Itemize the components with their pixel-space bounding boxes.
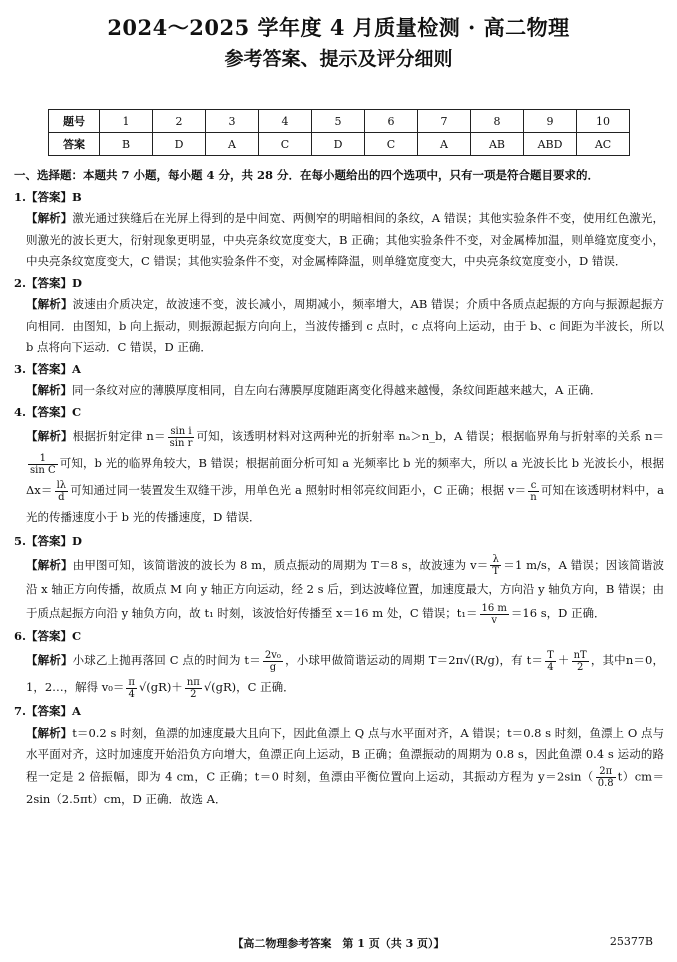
question-6-analysis: 【解析】小球乙上抛再落回 C 点的时间为 t＝ $\frac{\text{2v₀}}{g}$ ，小球甲做简谐运动的周期 T＝2π√(R/g)，有 t＝ $\frac{T}{4}$ ＋ $\frac{nT}{2}$ ，其中n＝0，1，2…，解得 v₀＝ $\frac{\pi}{4}$ √(gR)＋ $\frac{n\pi}{2}$ √(gR)，C 正确． (26, 649, 665, 700)
question-2-answer: 2.【答案】D (14, 275, 82, 290)
table-row-answers (49, 133, 630, 156)
question-3-answer: 3.【答案】A (14, 361, 81, 376)
fraction: $\frac{\text{2v₀}}{g}$ (264, 649, 281, 673)
table-cell: 7 (418, 110, 471, 133)
table-cell: C (365, 133, 418, 156)
table-cell: A (206, 133, 259, 156)
table-cell: 9 (524, 110, 577, 133)
table-row-numbers (49, 110, 630, 133)
table-cell: C (259, 133, 312, 156)
table-cell: D (312, 133, 365, 156)
fraction: $\frac{l\lambda}{d}$ (56, 479, 67, 503)
row-label-answer: 答案 (49, 133, 100, 156)
table-cell: 10 (577, 110, 630, 133)
table-cell: 5 (312, 110, 365, 133)
table-cell: 6 (365, 110, 418, 133)
question-2-analysis: 【解析】波速由介质决定，故波速不变，波长减小，周期减小，频率增大，AB 错误；介质中各质点起振的方向与振源起振方向相同．由图知，b 向上振动，则振源起振方向向上，当波传播到 c 点时，c 点将向上运动，由于 b、c 间距为半波长，所以 b 点将向下运动．C 错误，D 正确． (26, 297, 665, 354)
fraction: $\frac{T}{4}$ (547, 649, 554, 673)
fraction: $\frac{nT}{2}$ (573, 649, 587, 673)
table-cell: A (418, 133, 471, 156)
table-cell: 1 (100, 110, 153, 133)
table-cell: 3 (206, 110, 259, 133)
answer-table (48, 109, 630, 156)
table-cell: D (153, 133, 206, 156)
question-1-analysis: 【解析】激光通过狭缝后在光屏上得到的是中间宽、两侧窄的明暗相间的条纹，A 错误；其他实验条件不变，使用红色激光，则激光的波长更大，衍射现象更明显，中央亮条纹宽度变大，B 正确；其他实验条件不变，对金属棒加温，则单缝宽度变小，中央亮条纹宽度变大，C 错误；其他实验条件不变，对金属棒降温，则单缝宽度变大，中央亮条纹宽度变小，D 错误． (26, 211, 664, 268)
fraction: $\frac{c}{n}$ (530, 479, 537, 503)
question-3-analysis: 【解析】同一条纹对应的薄膜厚度相同，自左向右薄膜厚度随距离变化得越来越慢，条纹间距越来越大，A 正确． (26, 383, 602, 397)
question-4-answer: 4.【答案】C (14, 404, 82, 419)
fraction: $\frac{\pi}{4}$ (128, 676, 135, 700)
row-label-number: 题号 (49, 110, 100, 133)
fraction: $\frac{2\pi}{0.8}$ (597, 765, 614, 789)
question-5-answer: 5.【答案】D (14, 534, 82, 548)
question-7-answer: 7.【答案】A (14, 704, 81, 718)
table-cell: 2 (153, 110, 206, 133)
page-footer: 【高二物理参考答案 第 1 页（共 3 页）】 (232, 937, 445, 950)
table-cell: B (100, 133, 153, 156)
question-6-answer: 6.【答案】C (14, 628, 82, 643)
fraction: $\frac{n\pi}{2}$ (186, 676, 200, 700)
question-4-analysis: 【解析】根据折射定律 n＝ $\frac{\text{sin i}}{\text{sin r}}$ 可知，该透明材料对这两种光的折射率 nₐ＞n_b，A 错误；根据临界角与折射率的关系 n＝ $\frac{1}{\text{sin C}}$ 可知，b 光的临界角较大，B 错误；根据前面分析可知 a 光频率比 b 光的频率大，所以 a 光波长比 b 光波长小，根据 Δx＝ $\frac{l\lambda}{d}$ 可知通过同一装置发生双缝干涉，用单色光 a 照射时相邻亮纹间距小，C 正确；根据 v＝ $\frac{c}{n}$ 可知在该透明材料中，a 光的传播速度小于 b 光的传播速度，D 错误． (26, 425, 665, 524)
question-5-analysis: 【解析】由甲图可知，该简谐波的波长为 8 m，质点振动的周期为 T＝8 s，故波速为 v＝ $\frac{\lambda}{T}$ ＝1 m/s，A 错误；因该简谐波沿 x 轴正方向传播，故质点 M 向 y 轴正方向运动，经 2 s 后，到达波峰位置，加速度最大，方向沿 y 轴负方向，B 错误；由于质点起振方向沿 y 轴负方向，故 t₁ 时刻，该波恰好传播至 x＝16 m 处，C 错误；t₁＝ $\frac{16 m}{v}$ ＝16 s，D 正确． (26, 554, 664, 626)
question-7-analysis: 【解析】t＝0.2 s 时刻，鱼漂的加速度最大且向下，因此鱼漂上 Q 点与水平面对齐，A 错误；t＝0.8 s 时刻，鱼漂上 O 点与水平面对齐，这时加速度开始沿负方向增大，鱼漂正向上运动，B 正确；鱼漂振动的周期为 0.8 s，因此鱼漂 0.4 s 运动的路程一定是 2 倍振幅，即为 4 cm，C 正确；t＝0 时刻，鱼漂由平衡位置向上运动，其振动方程为 y＝2sin（ $\frac{2\pi}{0.8}$ t）cm＝2sin（2.5πt）cm，D 正确．故选 A． (26, 725, 665, 806)
document-code: 25377B (609, 935, 653, 948)
solutions-body (14, 165, 664, 810)
page-title: 2024～2025 学年度 4 月质量检测 · 高二物理 (107, 15, 570, 40)
question-1-answer: 1.【答案】B (14, 189, 82, 204)
table-cell: 4 (259, 110, 312, 133)
fraction: $\frac{16 m}{v}$ (481, 602, 507, 626)
fraction: $\frac{\lambda}{T}$ (492, 554, 500, 577)
table-cell: ABD (524, 133, 577, 156)
fraction: $\frac{1}{\text{sin C}}$ (30, 452, 56, 476)
section-heading: 一、选择题：本题共 7 小题，每小题 4 分，共 28 分．在每小题给出的四个选项中，只有一项是符合题目要求的． (14, 168, 600, 182)
table-cell: AC (577, 133, 630, 156)
page-subtitle: 参考答案、提示及评分细则 (224, 48, 453, 70)
fraction: $\frac{\text{sin i}}{\text{sin r}}$ (169, 425, 193, 449)
table-cell: 8 (471, 110, 524, 133)
table-cell: AB (471, 133, 524, 156)
